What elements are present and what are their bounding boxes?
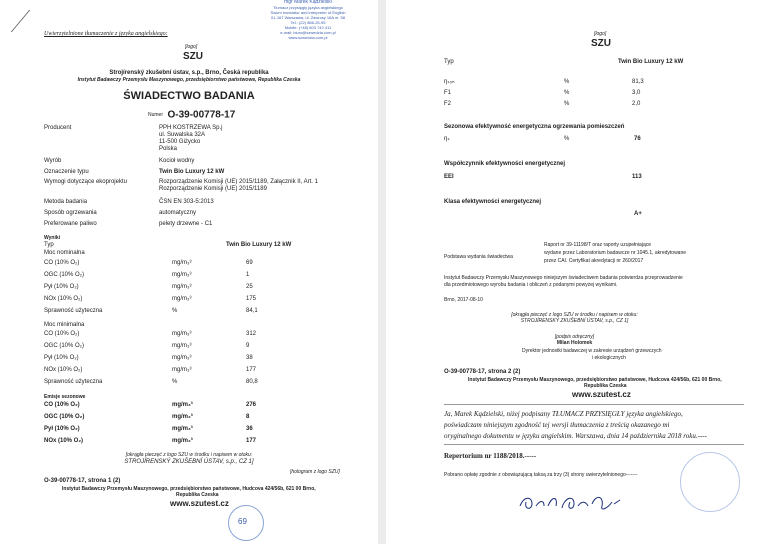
row-value: 276 bbox=[246, 402, 257, 408]
field-label: Producent bbox=[44, 125, 72, 131]
field-value: pelety drzewne - C1 bbox=[159, 221, 213, 227]
fee-note: Pobrano opłatę zgodnie z obowiązującą taksą za trzy (3) strony uwierzytelnionego------- bbox=[444, 472, 638, 478]
row-name: Sprawność użyteczna bbox=[44, 379, 103, 385]
field-value: Kocioł wodny bbox=[159, 158, 195, 164]
table-row bbox=[0, 425, 378, 433]
field-value: Rozporządzenie Komisji (UE) 2015/1189, Załącznik II, Art. 1 bbox=[159, 179, 318, 185]
confirmation-text: Instytut Badawczy Przemysłu Maszynowego niniejszym świadectwem badania potwierdza przeprowadzenie dla przedmiotowego wyrobu badania i obliczeń z podanymi powyżej wynikami. bbox=[444, 275, 683, 288]
seasonal-efficiency-heading: Sezonowa efektywność energetyczna ogrzewania pomieszczeń bbox=[444, 124, 625, 130]
certificate-page-2 bbox=[386, 0, 763, 544]
repertory: Repertorium nr 1188/2018.----- bbox=[444, 452, 537, 460]
row-unit: mg/m₃³ bbox=[172, 438, 193, 444]
field-value: ČSN EN 303-5:2013 bbox=[159, 199, 214, 205]
translator-header: Uwierzytelnione tłumaczenie z języka angielskiego: bbox=[44, 31, 168, 37]
hologram-note: [hologram z logo SZU] bbox=[290, 469, 340, 475]
class-heading: Klasa efektywności energetycznej bbox=[444, 199, 542, 205]
row-value: 84,1 bbox=[246, 308, 258, 314]
row-unit: mg/m₃³ bbox=[172, 331, 192, 337]
logo-note: [logo] bbox=[185, 44, 198, 50]
param-unit: % bbox=[564, 101, 570, 107]
row-value: 1 bbox=[246, 272, 250, 278]
table-row bbox=[0, 366, 378, 374]
divider-2 bbox=[444, 444, 744, 445]
param-name: ηₛ₀ₙ bbox=[444, 79, 455, 85]
row-unit: mg/m₃³ bbox=[172, 367, 192, 373]
row-unit: mg/m₃³ bbox=[172, 260, 192, 266]
field-row bbox=[0, 185, 378, 193]
row-value: 38 bbox=[246, 355, 253, 361]
certificate-page-1 bbox=[0, 0, 378, 544]
eei-row: EEI 113 bbox=[444, 174, 642, 180]
field-value: 11-500 Giżycko bbox=[159, 139, 201, 145]
basis-text: Raport nr 39-11198/T oraz raporty uzupełniające wydane przez Laboratorium badawcze nr 1045.1, akredytowane przez CAI. Certyfikat akredytacji nr 260/2017 bbox=[544, 242, 687, 264]
row-unit: mg/m₃³ bbox=[172, 402, 193, 408]
stamp-note-p2-1: [okrągła pieczęć z logo SZU w środku i napisem w otoku: bbox=[511, 312, 638, 318]
field-label: Metoda badania bbox=[44, 199, 88, 205]
signer-title-1: Dyrektor jednostki badawczej w zakresie urządzeń grzewczych bbox=[522, 348, 662, 354]
place-date: Brno, 2017-08-10 bbox=[444, 297, 483, 303]
handwritten-signature bbox=[516, 490, 626, 518]
footer-line-p2-2: Republika Czeska bbox=[584, 383, 627, 389]
row-unit: mg/m₃³ bbox=[172, 355, 192, 361]
row-name: Pył (10% O₂) bbox=[44, 426, 80, 432]
table-row bbox=[0, 437, 378, 445]
corner-mark-icon bbox=[11, 10, 52, 32]
row-value: 9 bbox=[246, 343, 250, 349]
row-unit: % bbox=[172, 379, 178, 385]
table-row bbox=[0, 401, 378, 409]
param-row bbox=[386, 89, 763, 97]
field-label: Wymogi dotyczące ekoprojektu bbox=[44, 179, 127, 185]
footer-line-2: Republika Czeska bbox=[176, 492, 219, 498]
param-row bbox=[386, 78, 763, 86]
table-row bbox=[0, 307, 378, 315]
param-unit: % bbox=[564, 90, 570, 96]
table-row bbox=[0, 354, 378, 362]
row-name: NOx (10% O₂) bbox=[44, 367, 83, 373]
table-row bbox=[0, 413, 378, 421]
basis-label: Podstawa wydania świadectwa bbox=[444, 254, 513, 260]
table-row bbox=[0, 295, 378, 303]
row-value: 177 bbox=[246, 438, 257, 444]
official-stamp-icon: 69 bbox=[228, 505, 264, 541]
row-name: NOx (10% O₂) bbox=[44, 438, 84, 444]
signature-note: [podpis odręczny] bbox=[554, 334, 595, 340]
param-value: 2,0 bbox=[632, 101, 641, 107]
field-label: Oznaczenie typu bbox=[44, 169, 89, 175]
param-name: F2 bbox=[444, 101, 452, 107]
row-name: CO (10% O₂) bbox=[44, 331, 80, 337]
row-name: OGC (10% O₂) bbox=[44, 414, 85, 420]
row-value: 36 bbox=[246, 426, 253, 432]
type-row: Typ Twin Bio Luxury 12 kW bbox=[44, 242, 292, 248]
table-row bbox=[0, 330, 378, 338]
page-gap bbox=[378, 0, 386, 544]
row-name: Pył (10% O₂) bbox=[44, 284, 79, 290]
field-value: PPH KOSTRZEWA Sp.j bbox=[159, 125, 223, 131]
signature-icon bbox=[516, 490, 626, 514]
certification-text: Ja, Marek Kądzielski, niżej podpisany TŁUMACZ PRZYSIĘGŁY języka angielskiego, poświadczam niniejszym zgodność tej wersji tłumaczenia z treścią okazanego mi oryginalnego dokumentu w języku angielskim. Warszawa, dnia 14 października 2018 roku.---- bbox=[444, 410, 707, 440]
field-row bbox=[0, 168, 378, 176]
translator-stamp-seal-icon bbox=[680, 452, 740, 512]
field-value: automatyczny bbox=[159, 210, 197, 216]
param-value: 81,3 bbox=[632, 79, 644, 85]
type-row-2: Typ Twin Bio Luxury 12 kW bbox=[444, 59, 684, 65]
row-name: OGC (10% O₂) bbox=[44, 343, 85, 349]
row-value: 25 bbox=[246, 284, 253, 290]
certificate-number: Numer O-39-00778-17 bbox=[148, 109, 236, 121]
row-value: 175 bbox=[246, 296, 257, 302]
row-value: 8 bbox=[246, 414, 250, 420]
footer-ref: O-39-00778-17, strona 1 (2) bbox=[44, 478, 121, 484]
stamp-note-2: STROJÍRENSKÝ ZKUŠEBNÍ ÚSTAV, s.p., CZ 1] bbox=[124, 459, 254, 465]
nominal-heading: Moc nominalna bbox=[44, 250, 85, 256]
row-value: 80,8 bbox=[246, 379, 258, 385]
row-value: 177 bbox=[246, 367, 257, 373]
param-name: F1 bbox=[444, 90, 452, 96]
row-unit: mg/m₃³ bbox=[172, 343, 192, 349]
param-unit: % bbox=[564, 79, 570, 85]
footer-url: www.szutest.cz bbox=[170, 499, 229, 508]
row-name: NOx (10% O₂) bbox=[44, 296, 83, 302]
stamp-note-p2-2: STROJÍRENSKÝ ZKUŠEBNÍ ÚSTAV, s.p., CZ 1] bbox=[520, 318, 629, 324]
row-unit: mg/m₃³ bbox=[172, 284, 192, 290]
row-unit: mg/m₃³ bbox=[172, 426, 193, 432]
logo-note-2: [logo] bbox=[594, 31, 607, 37]
logo: SZU bbox=[183, 51, 203, 62]
field-row bbox=[0, 157, 378, 165]
table-row bbox=[0, 271, 378, 279]
param-row bbox=[386, 100, 763, 108]
field-value: Polska bbox=[159, 146, 178, 152]
logo-2: SZU bbox=[591, 38, 611, 49]
minimal-heading: Moc minimalna bbox=[44, 322, 85, 328]
row-unit: mg/m₃³ bbox=[172, 272, 192, 278]
table-row bbox=[0, 259, 378, 267]
class-value: A+ bbox=[634, 211, 642, 217]
footer-line-p2-1: Instytut Badawczy Przemysłu Maszynowego, przedsiębiorstwo państwowe, Hudcova 424/56b, 621 00 Brno, bbox=[468, 377, 722, 383]
field-row bbox=[0, 145, 378, 153]
footer-url-2: www.szutest.cz bbox=[572, 390, 631, 399]
institute-line-2: Instytut Badawczy Przemysłu Maszynowego, przedsiębiorstwo państwowe, Republika Czeska bbox=[77, 77, 301, 83]
signer-name: Milan Holomek bbox=[556, 340, 593, 346]
row-name: CO (10% O₂) bbox=[44, 402, 80, 408]
signer-title-2: i ekologicznych bbox=[592, 355, 626, 361]
row-name: Sprawność użyteczna bbox=[44, 308, 103, 314]
table-row bbox=[0, 283, 378, 291]
seasonal-heading: Emisje sezonowe bbox=[44, 394, 86, 400]
row-name: CO (10% O₂) bbox=[44, 260, 80, 266]
seasonal-efficiency-row: ηₛ % 76 bbox=[444, 136, 641, 142]
field-label: Sposób ogrzewania bbox=[44, 210, 97, 216]
stamp-note-1: [okrągła pieczęć z logo SZU w środku i napisem w otoku: bbox=[125, 452, 253, 458]
page-title: ŚWIADECTWO BADANIA bbox=[123, 90, 255, 102]
row-unit: mg/m₃³ bbox=[172, 296, 192, 302]
field-label: Preferowane paliwo bbox=[44, 221, 97, 227]
footer-ref-2: O-39-00778-17, strona 2 (2) bbox=[444, 369, 521, 375]
param-value: 3,0 bbox=[632, 90, 641, 96]
field-value: Rozporządzenie Komisji (UE) 2015/1189 bbox=[159, 186, 267, 192]
table-row bbox=[0, 342, 378, 350]
institute-line-1: Strojírenský zkušební ústav, s.p., Brno, Česká republika bbox=[109, 70, 269, 76]
row-value: 69 bbox=[246, 260, 253, 266]
field-row bbox=[0, 198, 378, 206]
footer-line-1: Instytut Badawczy Przemysłu Maszynowego, przedsiębiorstwo państwowe, Hudcova 424/56b, 621 00 Brno, bbox=[62, 486, 316, 492]
translator-stamp: mgr Marek Kądzielski Tłumacz przysięgły języka angielskiego Sworn translator and interpreter of English 01-167 Warszawa, ul. Żawrosy 16A m. 58 Tel.: (22) 866-25-95 Mobile: (+48) 603 742 411 e-mail: biuro@szwedzia.com.pl www.szwedzia.com.pl bbox=[270, 0, 346, 40]
field-row bbox=[0, 209, 378, 217]
table-row bbox=[0, 378, 378, 386]
field-value: Twin Bio Luxury 12 kW bbox=[159, 169, 225, 175]
field-label: Wyrób bbox=[44, 158, 62, 164]
field-value: ul. Suwalska 32A bbox=[159, 132, 206, 138]
eei-heading: Współczynnik efektywności energetycznej bbox=[444, 161, 566, 167]
row-name: Pył (10% O₂) bbox=[44, 355, 79, 361]
results-heading: Wyniki bbox=[44, 235, 61, 241]
field-row bbox=[0, 220, 378, 228]
row-name: OGC (10% O₂) bbox=[44, 272, 85, 278]
divider-1 bbox=[444, 404, 744, 405]
row-unit: % bbox=[172, 308, 178, 314]
row-unit: mg/m₃³ bbox=[172, 414, 193, 420]
row-value: 312 bbox=[246, 331, 257, 337]
